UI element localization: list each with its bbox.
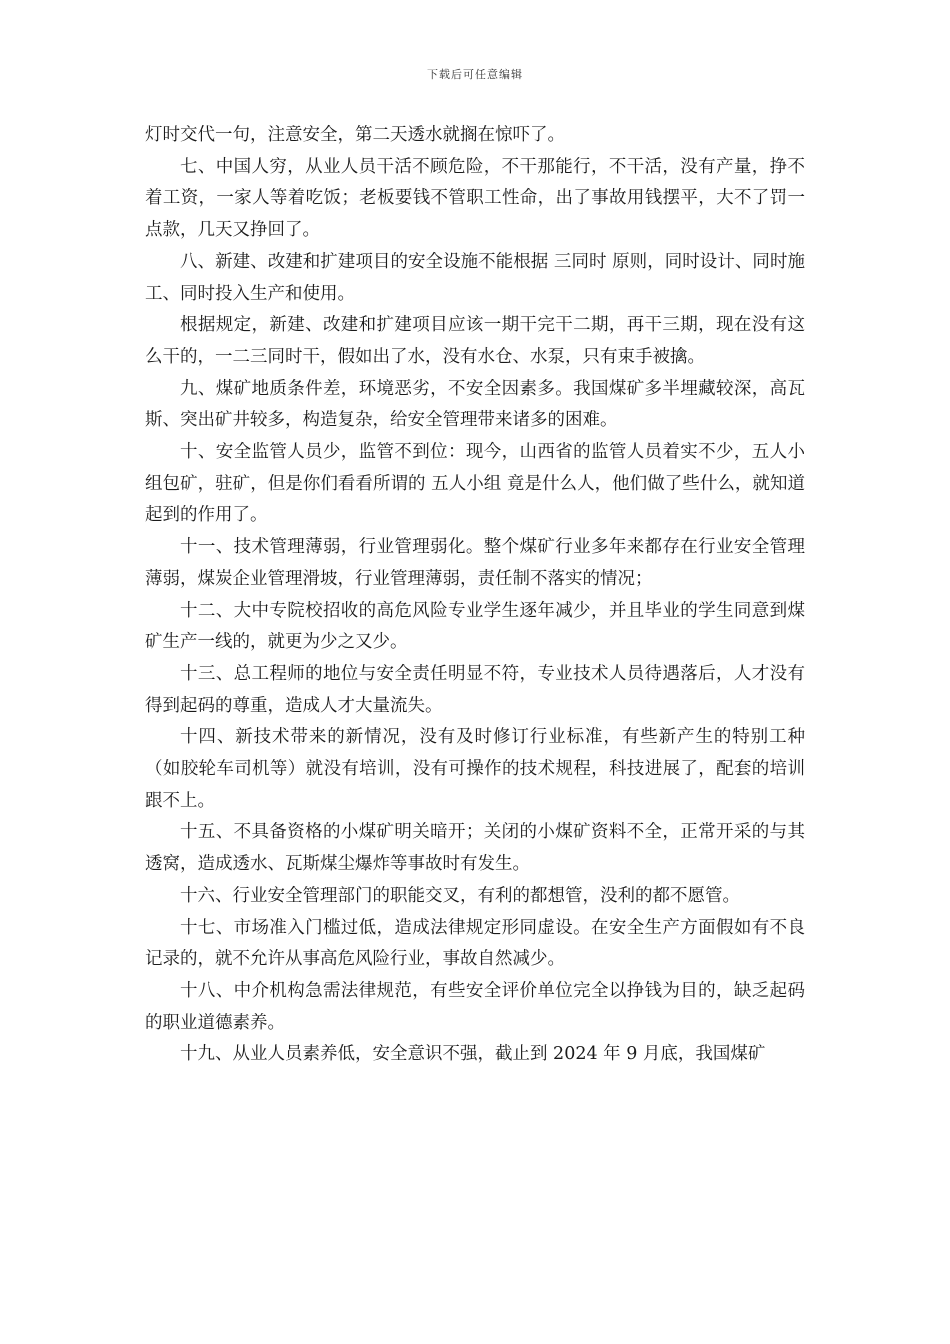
paragraph: 十七、市场准入门槛过低，造成法律规定形同虚设。在安全生产方面假如有不良记录的，就不允许从事高危风险行业，事故自然减少。: [145, 917, 805, 970]
paragraph: 十六、行业安全管理部门的职能交叉，有利的都想管，没利的都不愿管。: [180, 885, 740, 906]
paragraph: 七、中国人穷，从业人员干活不顾危险，不干那能行，不干活，没有产量，挣不着工资，一家人等着吃饭；老板要钱不管职工性命，出了事故用钱摆平，大不了罚一点款，几天又挣回了。: [145, 156, 805, 241]
paragraph: 十八、中介机构急需法律规范，有些安全评价单位完全以挣钱为目的，缺乏起码的职业道德素养。: [145, 980, 805, 1033]
paragraph: 十一、技术管理薄弱，行业管理弱化。整个煤矿行业多年来都存在行业安全管理薄弱，煤炭企业管理滑坡，行业管理薄弱，责任制不落实的情况；: [145, 537, 805, 589]
paragraph: 十、安全监管人员少，监管不到位：现今，山西省的监管人员着实不少，五人小组包矿，驻矿，但是你们看看所谓的 五人小组 竟是什么人，他们做了些什么，就知道起到的作用了。: [145, 442, 805, 526]
paragraph: 灯时交代一句，注意安全，第二天透水就搁在惊吓了。: [145, 125, 565, 145]
paragraph: 九、煤矿地质条件差，环境恶劣，不安全因素多。我国煤矿多半埋藏较深，高瓦斯、突出矿井较多，构造复杂，给安全管理带来诸多的困难。: [145, 378, 805, 431]
paragraph: 十五、不具备资格的小煤矿明关暗开；关闭的小煤矿资料不全，正常开采的与其透窝，造成透水、瓦斯煤尘爆炸等事故时有发生。: [145, 822, 805, 875]
paragraph: 十九、从业人员素养低，安全意识不强，截止到 2024 年 9 月底，我国煤矿: [180, 1044, 766, 1065]
paragraph: 根据规定，新建、改建和扩建项目应该一期干完干二期，再干三期，现在没有这么干的，一二三同时干，假如出了水，没有水仓、水泵，只有束手被擒。: [145, 315, 805, 367]
paragraph: 八、新建、改建和扩建项目的安全设施不能根据 三同时 原则，同时设计、同时施工、同时投入生产和使用。: [145, 251, 805, 304]
paragraph: 十三、总工程师的地位与安全责任明显不符，专业技术人员待遇落后，人才没有得到起码的尊重，造成人才大量流失。: [145, 663, 805, 716]
paragraph: 十四、新技术带来的新情况，没有及时修订行业标准，有些新产生的特别工种（如胶轮车司机等）就没有培训，没有可操作的技术规程，科技进展了，配套的培训跟不上。: [145, 727, 805, 811]
document-body: [145, 120, 805, 1071]
page-header-note: 下载后可任意编辑: [427, 68, 523, 81]
paragraph: 十二、大中专院校招收的高危风险专业学生逐年减少，并且毕业的学生同意到煤矿生产一线的，就更为少之又少。: [145, 600, 805, 653]
